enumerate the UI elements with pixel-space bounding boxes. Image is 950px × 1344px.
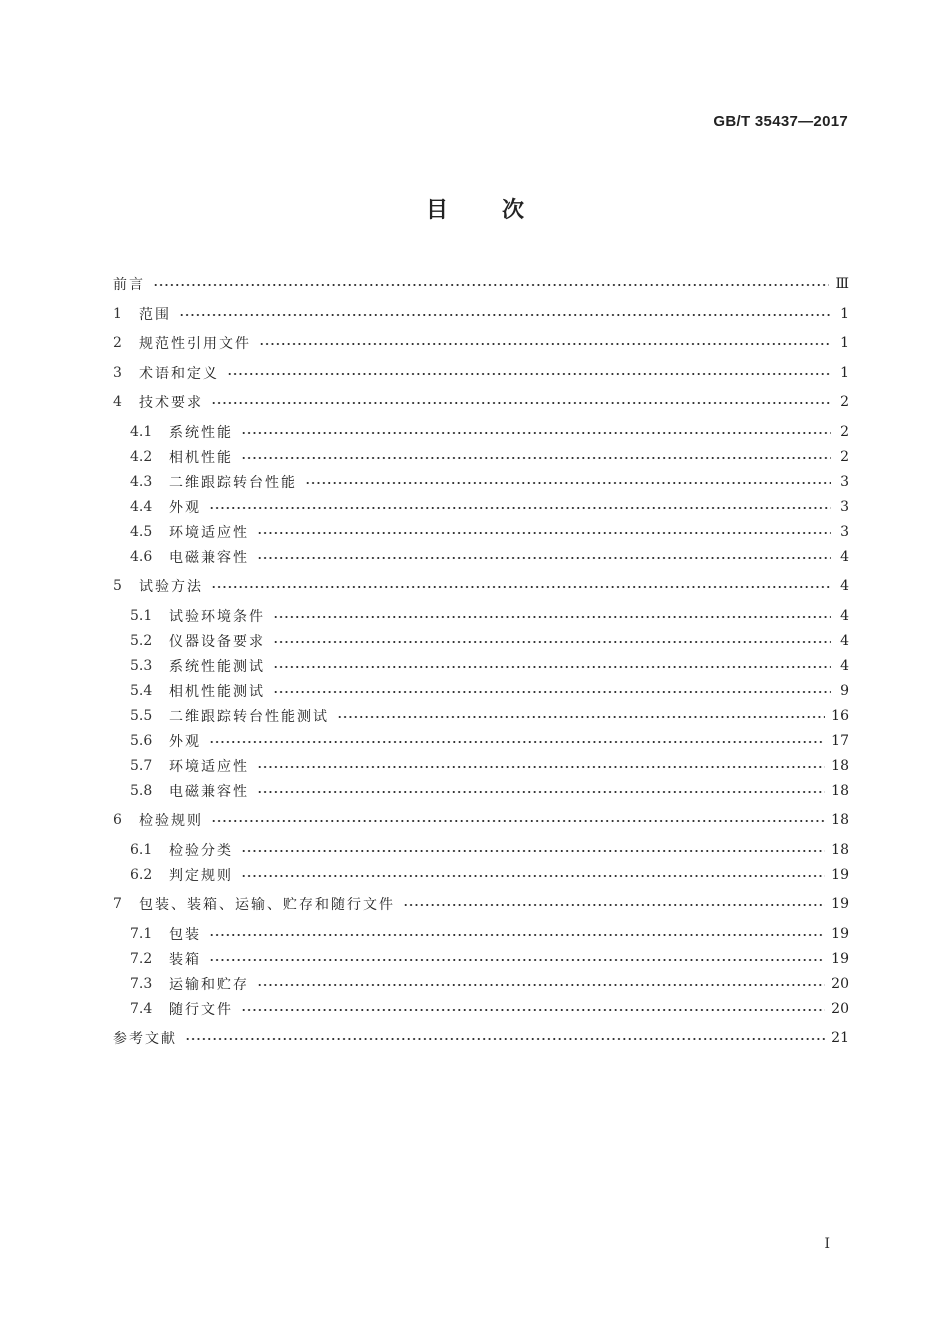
toc-entry-page: 19 [831, 896, 849, 912]
toc-entry-label: 电磁兼容性 [169, 549, 249, 566]
toc-entry-page: 3 [840, 523, 849, 540]
toc-entry[interactable] [113, 892, 849, 916]
toc-entry[interactable] [130, 545, 849, 569]
toc-entry-number: 4.1 [130, 423, 153, 440]
toc-entry-page: 3 [840, 498, 849, 515]
toc-entry-page: 20 [831, 1000, 849, 1017]
toc-entry-page: 18 [831, 782, 849, 799]
toc-leader-dots [241, 1003, 825, 1017]
toc-entry-label: 二维跟踪转台性能测试 [169, 708, 329, 725]
standard-code: GB/T 35437—2017 [713, 113, 848, 130]
toc-entry-page: 3 [840, 473, 849, 490]
toc-leader-dots [273, 610, 831, 624]
toc-leader-dots [257, 551, 831, 565]
toc-leader-dots [241, 426, 831, 440]
toc-entry-number: 2 [113, 335, 122, 351]
toc-leader-dots [273, 660, 831, 674]
toc-entry-number: 5.1 [130, 607, 153, 624]
toc-entry-label: 随行文件 [169, 1001, 233, 1018]
toc-title: 目次 [425, 198, 578, 223]
toc-entry-number: 7.3 [130, 975, 153, 992]
toc-entry-number: 5.4 [130, 682, 153, 699]
toc-entry[interactable] [130, 629, 849, 653]
toc-entry-label: 系统性能测试 [169, 658, 265, 675]
toc-entry[interactable] [130, 779, 849, 803]
toc-leader-dots [241, 869, 825, 883]
toc-leader-dots [211, 396, 831, 410]
toc-entry[interactable] [130, 863, 849, 887]
toc-entry-number: 4.5 [130, 523, 153, 540]
toc-entry-page: 4 [840, 578, 849, 594]
toc-leader-dots [227, 367, 831, 381]
toc-entry-label: 环境适应性 [169, 524, 249, 541]
toc-entry-label: 相机性能 [169, 449, 233, 466]
toc-leader-dots [209, 928, 825, 942]
toc-leader-dots [305, 476, 831, 490]
toc-leader-dots [403, 898, 825, 912]
toc-entry[interactable] [130, 445, 849, 469]
toc-entry-label: 规范性引用文件 [139, 336, 251, 352]
toc-entry-number: 1 [113, 305, 122, 322]
toc-entry-label: 外观 [169, 733, 201, 750]
toc-entry[interactable] [130, 679, 849, 703]
toc-entry[interactable] [113, 574, 849, 598]
toc-entry-label: 包装 [169, 926, 201, 943]
toc-entry-number: 5.6 [130, 732, 153, 749]
toc-entry-label: 范围 [139, 306, 171, 323]
toc-entry-label: 术语和定义 [139, 365, 219, 382]
toc-entry-number: 7 [113, 896, 122, 912]
toc-entry-page: 4 [840, 657, 849, 674]
toc-entry-number: 7.2 [130, 950, 153, 967]
toc-entry-number: 4.2 [130, 448, 153, 465]
toc-leader-dots [153, 278, 829, 292]
page-number: I [824, 1236, 830, 1252]
toc-entry-page: 19 [831, 925, 849, 942]
toc-entry[interactable] [130, 520, 849, 544]
toc-leader-dots [241, 451, 831, 465]
toc-entry-number: 5.2 [130, 632, 153, 649]
toc-entry-number: 4.4 [130, 498, 153, 515]
toc-leader-dots [179, 308, 831, 322]
toc-entry[interactable] [130, 729, 849, 753]
toc-entry-page: 2 [840, 394, 849, 410]
toc-entry-label: 外观 [169, 499, 201, 516]
toc-leader-dots [337, 710, 825, 724]
toc-entry-page: 9 [840, 682, 849, 699]
toc-entry[interactable] [130, 754, 849, 778]
toc-entry-number: 6 [113, 812, 122, 828]
toc-leader-dots [273, 685, 831, 699]
toc-entry-page: 4 [840, 548, 849, 565]
toc-entry-label: 参考文献 [113, 1031, 177, 1047]
toc-leader-dots [185, 1032, 825, 1046]
toc-entry[interactable] [113, 808, 849, 832]
toc-entry-label: 检验分类 [169, 842, 233, 859]
toc-leader-dots [257, 526, 831, 540]
toc-entry-page: 18 [831, 812, 849, 828]
toc-entry-label: 电磁兼容性 [169, 783, 249, 800]
toc-leader-dots [241, 844, 825, 858]
toc-entry-page: 1 [840, 364, 849, 381]
toc-entry-number: 6.2 [130, 866, 153, 883]
toc-entry[interactable] [130, 495, 849, 519]
toc-leader-dots [211, 580, 831, 594]
toc-leader-dots [209, 501, 831, 515]
toc-entry-page: 17 [831, 732, 849, 749]
toc-entry-page: 1 [840, 335, 849, 351]
toc-entry-page: 20 [831, 975, 849, 992]
toc-entry-page: 1 [840, 305, 849, 322]
toc-entry-page: 18 [831, 841, 849, 858]
toc-entry[interactable] [130, 922, 849, 946]
toc-entry-number: 4.6 [130, 548, 153, 565]
toc-entry-page: 18 [831, 757, 849, 774]
toc-entry[interactable] [130, 604, 849, 628]
toc-entry-page: Ⅲ [835, 276, 849, 292]
toc-entry-page: 4 [840, 607, 849, 624]
toc-entry-label: 前言 [113, 277, 145, 293]
toc-entry-label: 试验方法 [139, 579, 203, 595]
toc-leader-dots [209, 953, 825, 967]
toc-entry-number: 4 [113, 394, 122, 410]
toc-entry-label: 试验环境条件 [169, 608, 265, 625]
toc-entry-number: 5.5 [130, 707, 153, 724]
toc-entry[interactable] [130, 972, 849, 996]
toc-entry-number: 5.3 [130, 657, 153, 674]
toc-entry[interactable] [113, 361, 849, 385]
toc-entry-label: 相机性能测试 [169, 683, 265, 700]
toc-entry-number: 4.3 [130, 473, 153, 490]
toc-entry[interactable] [130, 997, 849, 1021]
toc-entry-label: 包装、装箱、运输、贮存和随行文件 [139, 897, 395, 913]
toc-leader-dots [209, 735, 825, 749]
toc-entry[interactable] [130, 654, 849, 678]
toc-entry-number: 3 [113, 364, 122, 381]
toc-entry-label: 二维跟踪转台性能 [169, 474, 297, 491]
toc-entry-label: 系统性能 [169, 424, 233, 441]
toc-entry-number: 6.1 [130, 841, 153, 858]
toc-entry[interactable] [113, 272, 849, 296]
toc-entry-label: 判定规则 [169, 867, 233, 884]
toc-entry-label: 仪器设备要求 [169, 633, 265, 650]
toc-entry[interactable] [113, 390, 849, 414]
toc-entry[interactable] [130, 704, 849, 728]
toc-entry-page: 16 [831, 707, 849, 724]
toc-entry-number: 7.1 [130, 925, 153, 942]
toc-leader-dots [211, 814, 825, 828]
toc-leader-dots [257, 760, 825, 774]
toc-entry-number: 7.4 [130, 1000, 153, 1017]
toc-leader-dots [257, 785, 825, 799]
toc-entry-page: 19 [831, 950, 849, 967]
toc-leader-dots [257, 978, 825, 992]
toc-entry[interactable] [130, 470, 849, 494]
toc-entry-label: 环境适应性 [169, 758, 249, 775]
toc-entry-label: 装箱 [169, 951, 201, 968]
toc-entry-number: 5.8 [130, 782, 153, 799]
toc-entry-page: 19 [831, 866, 849, 883]
toc-entry-number: 5 [113, 578, 122, 594]
toc-entry-label: 运输和贮存 [169, 976, 249, 993]
toc-entry-page: 2 [840, 448, 849, 465]
toc-entry[interactable] [113, 1026, 849, 1050]
toc-entry[interactable] [130, 838, 849, 862]
toc-entry-number: 5.7 [130, 757, 153, 774]
toc-entry-page: 4 [840, 632, 849, 649]
toc-entry-page: 21 [831, 1030, 849, 1046]
toc-entry[interactable] [113, 331, 849, 355]
toc-leader-dots [259, 337, 831, 351]
toc-entry[interactable] [113, 302, 849, 326]
toc-entry-page: 2 [840, 423, 849, 440]
toc-leader-dots [273, 635, 831, 649]
toc-entry[interactable] [130, 947, 849, 971]
toc-entry-label: 检验规则 [139, 813, 203, 829]
toc-entry[interactable] [130, 420, 849, 444]
toc-entry-label: 技术要求 [139, 395, 203, 411]
